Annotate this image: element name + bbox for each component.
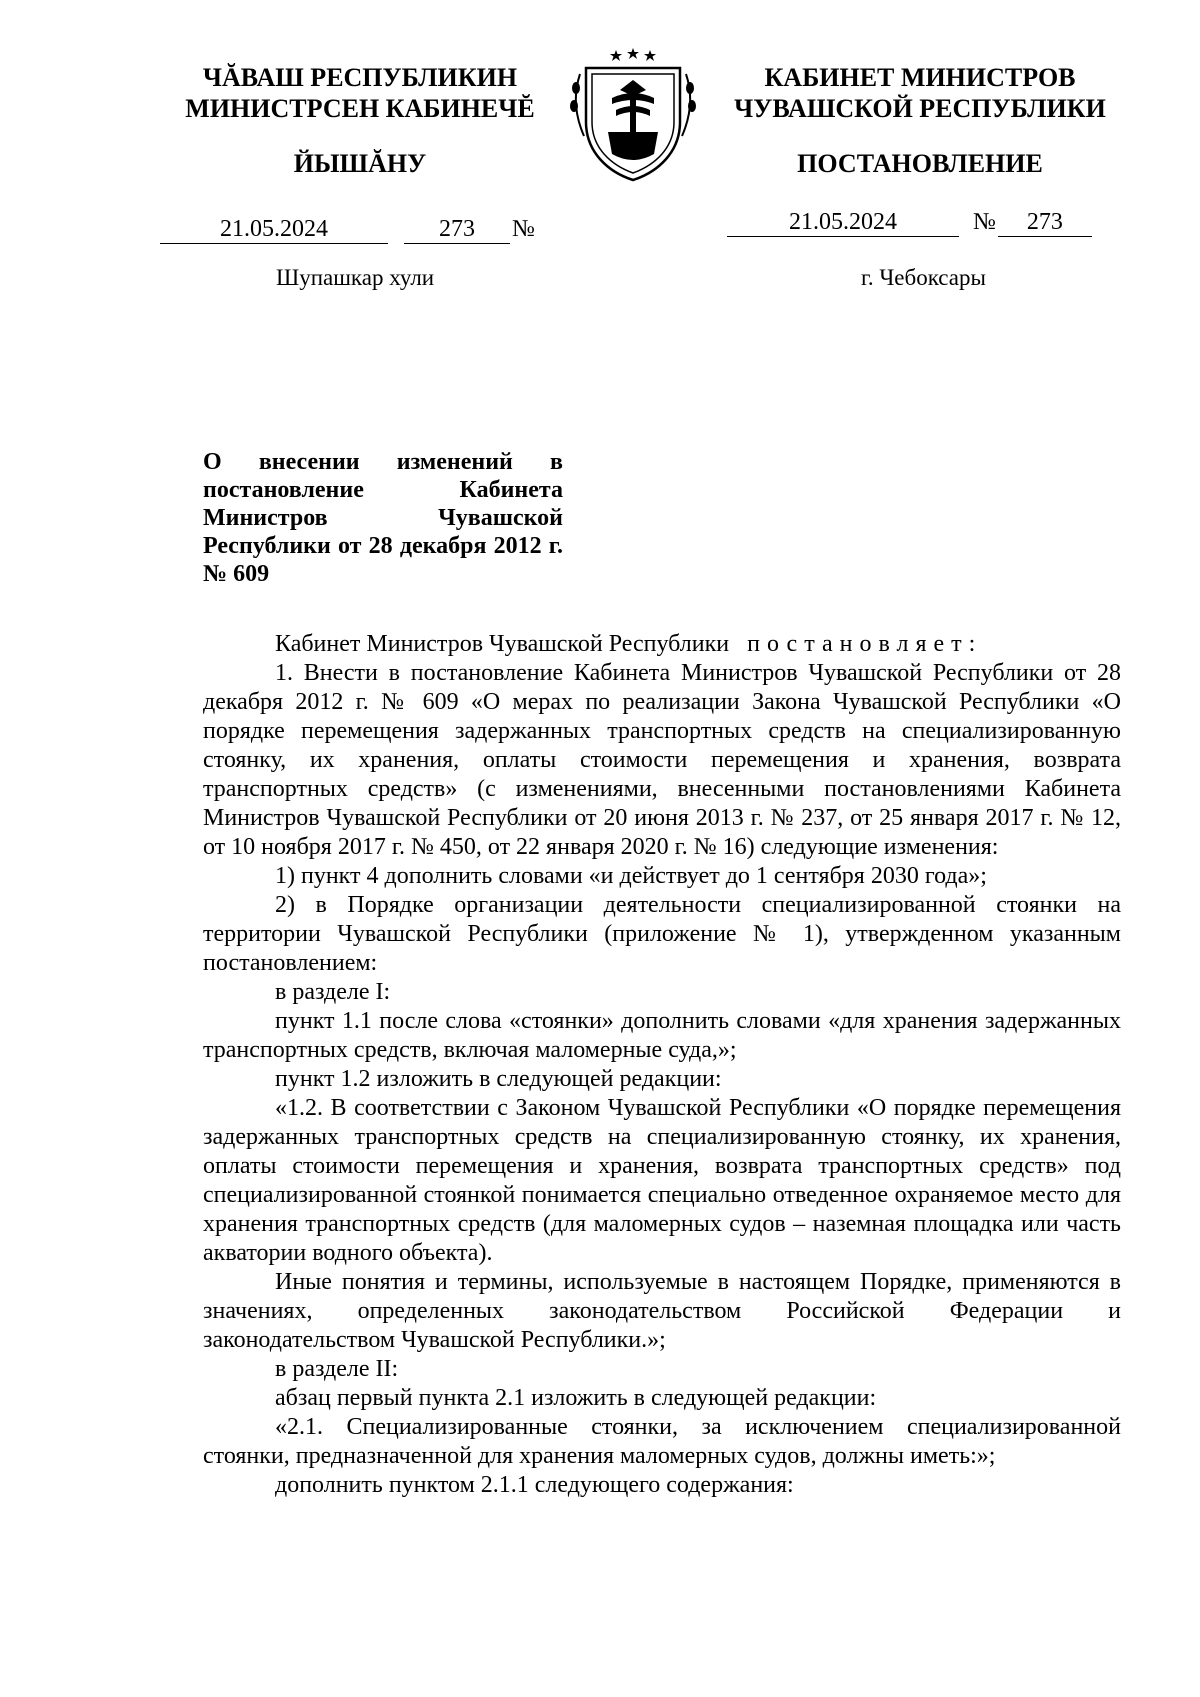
body-paragraph: абзац первый пункта 2.1 изложить в следующей редакции: — [275, 1385, 877, 1411]
body-paragraph: дополнить пунктом 2.1.1 следующего содержания: — [275, 1472, 794, 1498]
number-sign-right: № — [973, 209, 996, 235]
body-paragraph: в разделе II: — [275, 1356, 399, 1382]
intro-verb: постановляет: — [747, 631, 983, 657]
intro-paragraph — [203, 630, 1121, 659]
doc-type-left: ЙЫШĂНУ — [293, 149, 427, 178]
body-paragraph: «1.2. В соответствии с Законом Чувашской Республики «О порядке перемещения задержанных транспортных средств на специализированную стоянку, их хранения, оплаты стоимости перемещения и хранения, возврата транспортных средств» под специализированной стоянкой понимается специально отведенное охраняемое место для хранения транспортных средств (для маломерных судов – наземная площадка или часть акватории водного объекта). — [203, 1095, 1121, 1266]
body-paragraph: в разделе I: — [275, 979, 391, 1005]
header-right — [710, 62, 1130, 124]
body-paragraph: пункт 1.1 после слова «стоянки» дополнить словами «для хранения задержанных транспортных средств, включая маломерные суда,»; — [203, 1008, 1121, 1063]
date-line-left — [160, 208, 535, 242]
intro-text: Кабинет Министров Чувашской Республики — [275, 631, 730, 657]
header-right-line2: ЧУВАШСКОЙ РЕСПУБЛИКИ — [734, 94, 1106, 123]
city-right: г. Чебоксары — [861, 265, 986, 290]
header-left-line1: ЧĂВАШ РЕСПУБЛИКИН — [202, 63, 518, 92]
date-right: 21.05.2024 — [727, 208, 959, 237]
document-body — [203, 630, 1121, 1500]
number-left: 273 — [404, 215, 510, 244]
header-left — [150, 62, 570, 124]
body-paragraph: Иные понятия и термины, используемые в настоящем Порядке, применяются в значениях, определенных законодательством Российской Федерации и законодательством Чувашской Республики.»; — [203, 1269, 1121, 1353]
body-paragraph: пункт 1.2 изложить в следующей редакции: — [275, 1066, 722, 1092]
body-paragraph: 1) пункт 4 дополнить словами «и действует до 1 сентября 2030 года»; — [275, 863, 987, 889]
document-title: О внесении изменений в постановление Кабинета Министров Чувашской Республики от 28 декабря 2012 г. № 609 — [203, 449, 563, 587]
body-paragraph: 1. Внести в постановление Кабинета Министров Чувашской Республики от 28 декабря 2012 г. № 609 «О мерах по реализации Закона Чувашской Республики «О порядке перемещения задержанных транспортных средств на специализированную стоянку, их хранения, оплаты стоимости перемещения и хранения, возврата транспортных средств» (с изменениями, внесенными постановлениями Кабинета Министров Чувашской Республики от 20 июня 2013 г. № 237, от 25 января 2017 г. № 12, от 10 ноября 2017 г. № 450, от 22 января 2020 г. № 16) следующие изменения: — [203, 660, 1121, 860]
city-left: Шупашкар хули — [276, 265, 435, 290]
body-paragraph: 2) в Порядке организации деятельности специализированной стоянки на территории Чувашской Республики (приложение № 1), утвержденном указанным постановлением: — [203, 892, 1121, 976]
header-left-line2: МИНИСТРСЕН КАБИНЕЧĔ — [185, 94, 535, 123]
header-right-line1: КАБИНЕТ МИНИСТРОВ — [764, 63, 1076, 92]
number-sign-left: № — [512, 216, 535, 242]
coat-of-arms-icon — [566, 44, 700, 184]
body-paragraph: «2.1. Специализированные стоянки, за исключением специализированной стоянки, предназначенной для хранения маломерных судов, должны иметь:»; — [203, 1414, 1121, 1469]
number-right: 273 — [998, 208, 1092, 237]
doc-type-right: ПОСТАНОВЛЕНИЕ — [797, 149, 1043, 178]
date-line-right — [727, 208, 1092, 238]
date-left: 21.05.2024 — [160, 215, 388, 244]
